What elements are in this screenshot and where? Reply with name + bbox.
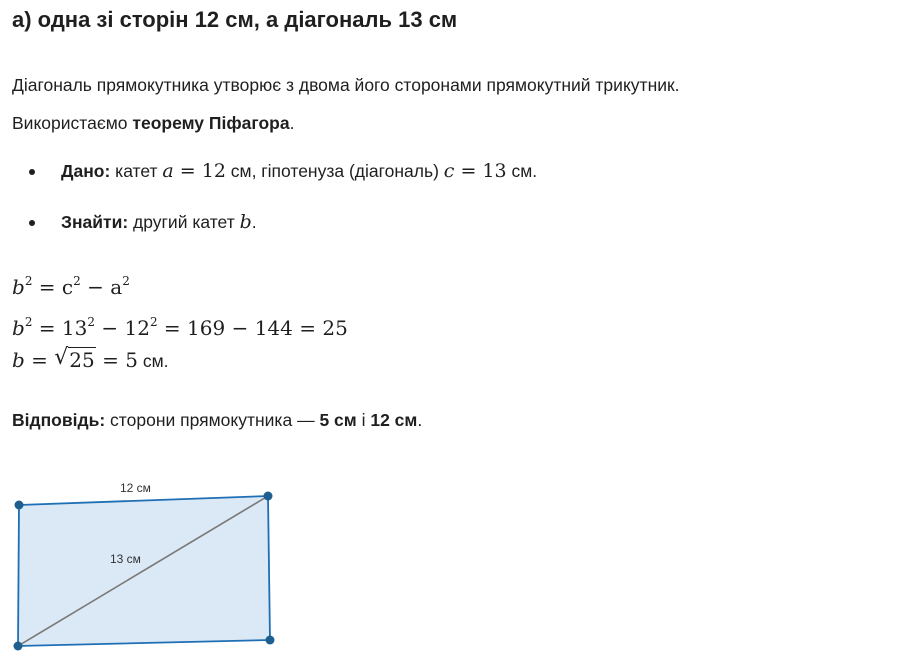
equation-1 <box>12 269 130 299</box>
given-content <box>61 160 537 182</box>
side-label: 12 см <box>120 481 151 495</box>
bullet-dot <box>29 220 35 226</box>
section-heading: а) одна зі сторін 12 см, а діагональ 13 см <box>12 7 458 32</box>
bullet-dot <box>29 169 35 175</box>
eq2-rest-2: − 12 <box>95 316 150 340</box>
answer-end: . <box>417 410 423 430</box>
given-text-1: катет <box>110 161 163 181</box>
intro-line-2 <box>12 112 294 134</box>
vertex-point <box>14 642 23 651</box>
eq1-minus-a: − a <box>80 275 123 299</box>
eq2-rest-3: = 169 − 144 = 25 <box>157 316 348 340</box>
vertex-point <box>15 501 24 510</box>
eq3-eq: = <box>24 348 55 372</box>
find-end: . <box>251 212 257 232</box>
find-content <box>61 211 257 233</box>
diagonal-label: 13 см <box>110 552 141 566</box>
answer-mid: і <box>356 410 371 430</box>
exp: 2 <box>24 315 33 329</box>
eq2-rest-1: = 13 <box>32 316 88 340</box>
radical-sign: √ <box>54 345 69 370</box>
answer-label: Відповідь: <box>12 410 106 430</box>
square-root <box>54 345 95 372</box>
find-label: Знайти: <box>61 212 129 232</box>
exp: 2 <box>73 274 81 288</box>
exp: 2 <box>122 274 130 288</box>
eq3-b: b <box>12 348 25 372</box>
var-b: b <box>239 211 252 233</box>
given-text-2: см, гіпотенуза (діагональ) <box>225 161 444 181</box>
rectangle-diagram <box>12 470 292 655</box>
exp: 2 <box>24 274 33 288</box>
given-eq-2: = 13 <box>454 160 507 182</box>
eq3-result: = 5 <box>95 348 138 372</box>
eq1-b: b <box>12 275 25 299</box>
var-a: a <box>162 160 174 182</box>
vertex-point <box>266 636 275 645</box>
equation-2 <box>12 310 348 340</box>
given-label: Дано: <box>61 161 111 181</box>
intro-suffix: . <box>289 113 295 133</box>
pythagoras-theorem: теорему Піфагора <box>132 113 290 133</box>
answer-value-2: 12 см <box>370 410 418 430</box>
eq1-eqc: = c <box>32 275 74 299</box>
answer-text: сторони прямокутника — <box>105 410 320 430</box>
answer-line <box>12 409 422 431</box>
given-text-3: см. <box>506 161 538 181</box>
find-text: другий катет <box>128 212 240 232</box>
given-eq-1: = 12 <box>173 160 226 182</box>
radicand: 25 <box>69 348 95 372</box>
eq3-unit: см. <box>137 351 169 371</box>
vertex-point <box>264 492 273 501</box>
var-c: c <box>443 160 455 182</box>
intro-line-1: Діагональ прямокутника утворює з двома його сторонами прямокутний трикутник. <box>12 75 680 95</box>
eq2-b: b <box>12 316 25 340</box>
intro-prefix: Використаємо <box>12 113 133 133</box>
exp: 2 <box>87 315 96 329</box>
answer-value-1: 5 см <box>319 410 357 430</box>
exp: 2 <box>149 315 158 329</box>
equation-3 <box>12 345 169 373</box>
